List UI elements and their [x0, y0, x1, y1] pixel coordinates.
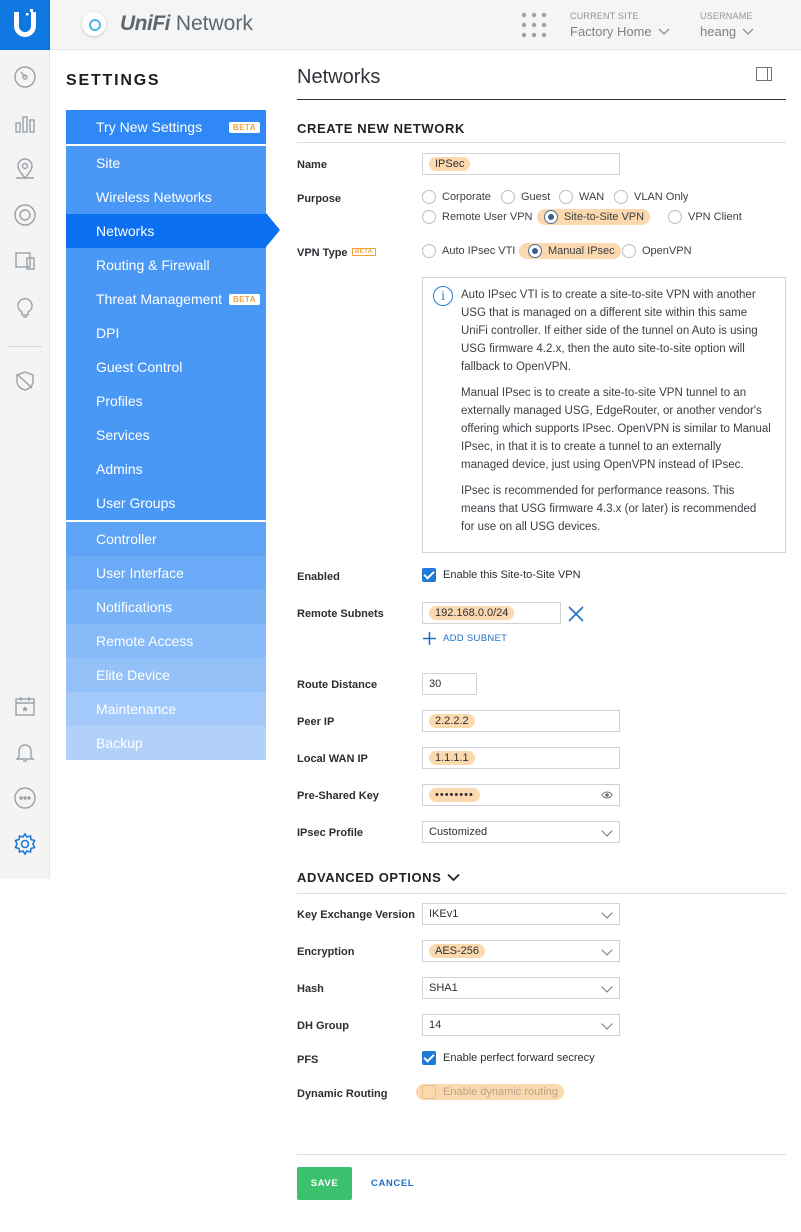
sidebar-item-routing-firewall[interactable] [66, 248, 266, 282]
chevron-down-icon [601, 944, 612, 955]
vpn-type-info-box [422, 277, 786, 553]
remove-subnet-close-icon[interactable] [567, 605, 585, 623]
active-indicator [266, 213, 280, 247]
sidebar-item-notifications[interactable] [66, 590, 266, 624]
checkbox-checked-icon [422, 1051, 436, 1065]
sidebar-item-label: Backup [96, 735, 143, 751]
peer-ip-label: Peer IP [297, 716, 335, 728]
ubiquiti-logo[interactable] [0, 0, 50, 50]
dashboard-icon[interactable] [12, 64, 38, 90]
hash-select[interactable]: SHA1 [422, 977, 620, 999]
local-wan-ip-value: 1.1.1.1 [429, 751, 475, 765]
section-divider [297, 142, 786, 143]
checkbox-unchecked-icon [422, 1085, 436, 1099]
pre-shared-key-input[interactable] [422, 784, 620, 806]
sidebar-item-label: Site [96, 155, 121, 171]
chevron-down-icon [601, 1018, 612, 1029]
page-title: Networks [297, 66, 381, 88]
dynamic-routing-label: Dynamic Routing [297, 1088, 388, 1100]
pfs-checkbox[interactable]: Enable perfect forward secrecy [422, 1051, 595, 1065]
local-wan-ip-input[interactable] [422, 747, 620, 769]
sidebar-item-label: Admins [96, 461, 143, 477]
top-bar [0, 0, 801, 50]
alerts-icon[interactable] [12, 739, 38, 765]
sidebar-item-user-groups[interactable] [66, 486, 266, 520]
statistics-icon[interactable] [12, 110, 38, 136]
site-value: Factory Home [570, 24, 652, 39]
encryption-select[interactable]: AES-256 [422, 940, 620, 962]
sidebar-item-label: DPI [96, 325, 120, 341]
peer-ip-value: 2.2.2.2 [429, 714, 475, 728]
pre-shared-key-value: •••••••• [429, 788, 480, 802]
sidebar-item-threat-management[interactable] [66, 282, 266, 316]
sidebar-item-guest-control[interactable] [66, 350, 266, 384]
info-paragraph-auto: Auto IPsec VTI is to create a site-to-site VPN with another USG that is managed on a different site within this same UniFi controller. If either side of the tunnel on Auto is using USG firmware 4.2.x, then the auto site-to-site option will fallback to OpenVPN. [461, 289, 758, 373]
sidebar-item-label: Guest Control [96, 359, 183, 375]
beta-badge: BETA [229, 294, 260, 305]
sidebar-item-label: Networks [96, 223, 155, 239]
sidebar-item-label: Profiles [96, 393, 143, 409]
sidebar-item-label: Controller [96, 531, 157, 547]
threat-shield-icon[interactable] [12, 368, 38, 394]
site-selector[interactable] [570, 11, 670, 39]
remote-subnets-label: Remote Subnets [297, 608, 384, 620]
sidebar-item-admins[interactable] [66, 452, 266, 486]
unifi-app-icon [82, 12, 106, 36]
vpn-type-beta-badge: BETA [352, 248, 376, 256]
devices-icon[interactable] [12, 202, 38, 228]
beta-badge: BETA [229, 122, 260, 133]
pfs-label: PFS [297, 1054, 319, 1066]
sidebar-item-maintenance[interactable] [66, 692, 266, 726]
sidebar-item-label: Remote Access [96, 633, 194, 649]
checkbox-checked-icon [422, 568, 436, 582]
sidebar-item-label: Routing & Firewall [96, 257, 210, 273]
remote-subnet-value: 192.168.0.0/24 [429, 606, 514, 620]
site-caption: CURRENT SITE [570, 11, 639, 21]
ipsec-profile-select[interactable]: Customized [422, 821, 620, 843]
chevron-down-icon [742, 28, 754, 36]
peer-ip-input[interactable] [422, 710, 620, 732]
name-input[interactable] [422, 153, 620, 175]
advanced-options-toggle[interactable]: ADVANCED OPTIONS [297, 870, 460, 885]
name-label: Name [297, 159, 327, 171]
sidebar-item-site[interactable] [66, 146, 266, 180]
route-distance-label: Route Distance [297, 679, 378, 691]
username-value: heang [700, 24, 737, 39]
sidebar-item-controller[interactable] [66, 522, 266, 556]
show-password-eye-icon[interactable] [601, 790, 613, 800]
purpose-vpn-client-radio[interactable]: VPN Client [668, 210, 742, 224]
vpn-manual-ipsec-radio[interactable]: Manual IPsec [519, 243, 621, 259]
name-value: IPSec [429, 157, 470, 171]
pre-shared-key-label: Pre-Shared Key [297, 790, 379, 802]
rail-divider [8, 346, 42, 347]
username-caption: USERNAME [700, 11, 753, 21]
sidebar-item-label: Wireless Networks [96, 189, 212, 205]
sidebar-item-label: Threat Management [96, 291, 223, 307]
sidebar-item-wireless-networks[interactable] [66, 180, 266, 214]
sidebar-item-backup[interactable] [66, 726, 266, 760]
app-grid-icon[interactable] [521, 12, 547, 38]
footer-divider [297, 1154, 786, 1155]
sidebar-item-label: Notifications [96, 599, 173, 615]
dh-group-select[interactable]: 14 [422, 1014, 620, 1036]
chevron-down-icon [658, 28, 670, 36]
sidebar-item-user-interface[interactable] [66, 556, 266, 590]
enable-site-to-site-checkbox[interactable]: Enable this Site-to-Site VPN [422, 568, 581, 582]
hash-label: Hash [297, 983, 324, 995]
settings-nav [66, 110, 266, 760]
clients-icon[interactable] [12, 248, 38, 274]
chat-icon[interactable] [12, 785, 38, 811]
sidebar-item-remote-access[interactable] [66, 624, 266, 658]
sidebar-item-label: User Groups [96, 495, 176, 511]
vpn-openvpn-radio[interactable]: OpenVPN [622, 244, 692, 258]
encryption-label: Encryption [297, 946, 355, 958]
cancel-button[interactable]: CANCEL [371, 1178, 415, 1189]
purpose-label: Purpose [297, 193, 342, 205]
info-paragraph-recommendation: IPsec is recommended for performance reasons. This means that USG firmware 4.3.x (or later) is recommended for use on all USG devices. [461, 485, 757, 533]
info-icon: i [433, 286, 453, 306]
sidebar-item-label: Try New Settings [96, 119, 203, 135]
app-title: UniFi Network [120, 12, 253, 35]
insights-icon[interactable] [12, 294, 38, 320]
route-distance-input[interactable]: 30 [422, 673, 477, 695]
vpn-auto-ipsec-vti-radio[interactable]: Auto IPsec VTI [422, 244, 515, 258]
local-wan-ip-label: Local WAN IP [297, 753, 368, 765]
events-icon[interactable] [12, 693, 38, 719]
panel-toggle-icon[interactable] [756, 67, 772, 81]
vpn-type-label: VPN Type [297, 247, 348, 259]
info-paragraph-manual: Manual IPsec is to create a site-to-site VPN tunnel to an externally managed USG, EdgeRouter, or another vendor's offering which supports IPsec. OpenVPN is similar to Manual IPsec, in that it is to create a tunnel to an externally managed device, just using OpenVPN instead of IPsec. [461, 387, 771, 471]
sidebar-item-dpi[interactable] [66, 316, 266, 350]
section-divider [297, 893, 786, 894]
ipsec-profile-label: IPsec Profile [297, 827, 364, 839]
settings-title: SETTINGS [66, 72, 161, 89]
sidebar-item-try-new-settings[interactable] [66, 110, 266, 144]
sidebar-item-services[interactable] [66, 418, 266, 452]
dh-group-label: DH Group [297, 1020, 349, 1032]
key-exchange-select[interactable]: IKEv1 [422, 903, 620, 925]
sidebar-item-label: User Interface [96, 565, 184, 581]
purpose-corporate-radio[interactable]: Corporate [422, 190, 491, 204]
purpose-guest-radio[interactable]: Guest [501, 190, 550, 204]
chevron-down-icon [601, 825, 612, 836]
purpose-remote-user-vpn-radio[interactable]: Remote User VPN [422, 210, 532, 224]
key-exchange-label: Key Exchange Version [297, 909, 415, 921]
purpose-site-to-site-radio[interactable]: Site-to-Site VPN [537, 209, 650, 225]
settings-gear-icon[interactable] [12, 831, 38, 857]
title-divider [297, 99, 786, 100]
user-menu[interactable] [700, 11, 754, 39]
chevron-down-icon [601, 907, 612, 918]
map-icon[interactable] [12, 156, 38, 182]
enabled-label: Enabled [297, 571, 340, 583]
save-button[interactable]: SAVE [297, 1167, 352, 1200]
purpose-vlan-only-radio[interactable]: VLAN Only [614, 190, 688, 204]
sidebar-item-elite-device[interactable] [66, 658, 266, 692]
sidebar-item-networks[interactable] [66, 214, 266, 248]
dynamic-routing-checkbox[interactable]: Enable dynamic routing [416, 1084, 564, 1100]
sidebar-item-label: Maintenance [96, 701, 177, 717]
chevron-down-icon [447, 873, 460, 882]
section-create-network: CREATE NEW NETWORK [297, 121, 465, 136]
icon-rail [0, 50, 50, 879]
chevron-down-icon [601, 981, 612, 992]
purpose-wan-radio[interactable]: WAN [559, 190, 604, 204]
remote-subnet-input[interactable] [422, 602, 561, 624]
plus-icon [422, 631, 437, 646]
sidebar-item-label: Elite Device [96, 667, 170, 683]
sidebar-item-label: Services [96, 427, 150, 443]
sidebar-item-profiles[interactable] [66, 384, 266, 418]
add-subnet-button[interactable]: ADD SUBNET [422, 631, 507, 646]
